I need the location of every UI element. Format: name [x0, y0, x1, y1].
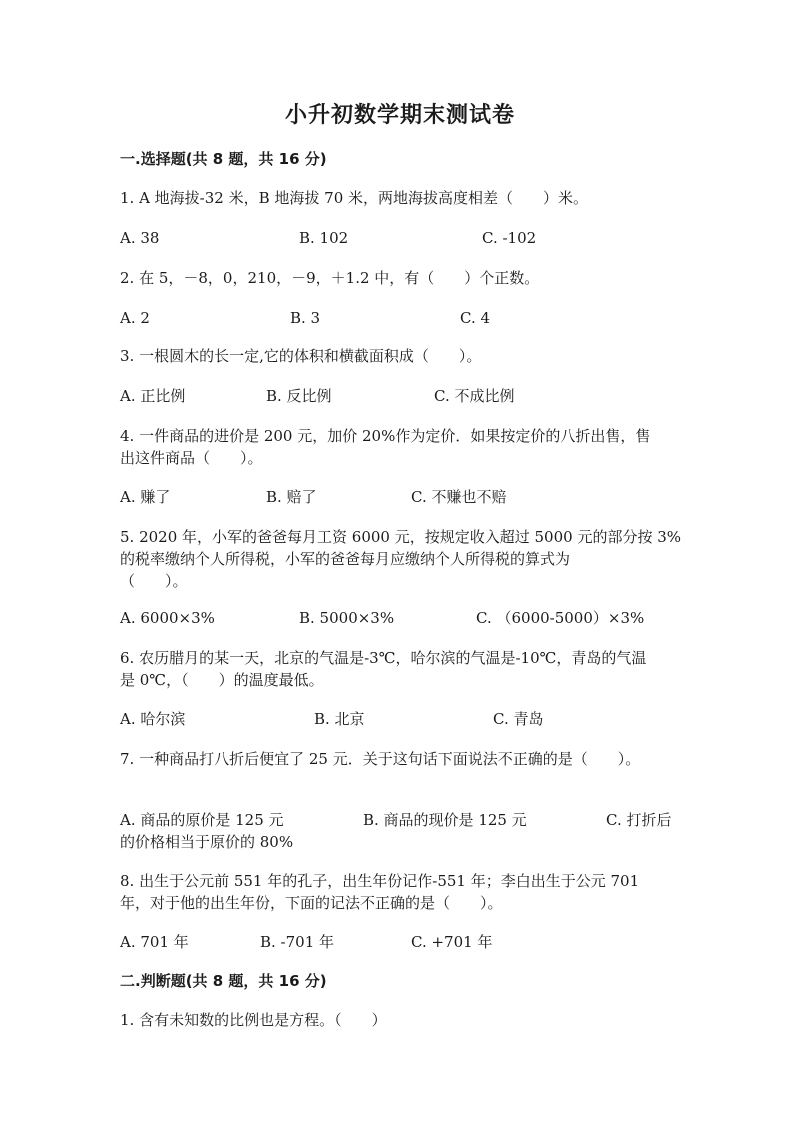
- question-5-option-b: B. 5000×3%: [299, 609, 395, 627]
- question-8-option-c: C. +701 年: [411, 933, 493, 951]
- question-6-option-c: C. 青岛: [493, 710, 544, 728]
- question-7-text: 7. 一种商品打八折后便宜了 25 元．关于这句话下面说法不正确的是（ ）。: [120, 750, 641, 768]
- question-2-option-c: C. 4: [460, 309, 491, 327]
- page-title: 小升初数学期末测试卷: [284, 102, 515, 128]
- question-2-option-a: A. 2: [120, 309, 150, 327]
- question-1-text: 1. A 地海拔-32 米，B 地海拔 70 米，两地海拔高度相差（ ）米。: [120, 189, 589, 207]
- question-6-text-line-1: 6. 农历腊月的某一天，北京的气温是-3℃，哈尔滨的气温是-10℃，青岛的气温: [120, 649, 647, 667]
- question-7-option-a: A. 商品的原价是 125 元: [120, 811, 284, 829]
- question-7-option-c-continuation: 的价格相当于原价的 80%: [120, 833, 294, 851]
- section-heading-multiple-choice: 一.选择题(共 8 题，共 16 分): [120, 150, 327, 168]
- question-5-text-line-1: 5. 2020 年，小军的爸爸每月工资 6000 元，按规定收入超过 5000 元的部分按 3%: [120, 528, 682, 546]
- question-8-text-line-1: 8. 出生于公元前 551 年的孔子，出生年份记作-551 年；李白出生于公元 701: [120, 872, 640, 890]
- question-6-option-b: B. 北京: [314, 710, 365, 728]
- question-2-text: 2. 在 5，－8，0，210，－9，＋1.2 中，有（ ）个正数。: [120, 269, 540, 287]
- question-3-option-c: C. 不成比例: [434, 387, 515, 405]
- question-6-option-a: A. 哈尔滨: [120, 710, 186, 728]
- question-5-option-c: C. （6000-5000）×3%: [476, 609, 645, 627]
- question-7-option-b: B. 商品的现价是 125 元: [363, 811, 527, 829]
- question-4-text-line-1: 4. 一件商品的进价是 200 元，加价 20%作为定价．如果按定价的八折出售，售: [120, 427, 651, 445]
- question-6-text-line-2: 是 0℃，（ ）的温度最低。: [120, 671, 324, 689]
- section-heading-true-false: 二.判断题(共 8 题，共 16 分): [120, 972, 327, 990]
- question-1-option-a: A. 38: [120, 229, 160, 247]
- question-3-option-b: B. 反比例: [266, 387, 332, 405]
- question-3-option-a: A. 正比例: [120, 387, 186, 405]
- question-8-option-b: B. -701 年: [260, 933, 335, 951]
- judgement-question-1: 1. 含有未知数的比例也是方程。（ ）: [120, 1011, 387, 1029]
- question-4-option-c: C. 不赚也不赔: [411, 488, 507, 506]
- question-2-option-b: B. 3: [290, 309, 321, 327]
- question-4-text-line-2: 出这件商品（ ）。: [120, 449, 263, 467]
- question-8-text-line-2: 年，对于他的出生年份，下面的记法不正确的是（ ）。: [120, 894, 503, 912]
- question-1-option-c: C. -102: [482, 229, 537, 247]
- question-1-option-b: B. 102: [299, 229, 349, 247]
- question-3-text: 3. 一根圆木的长一定,它的体积和横截面积成（ ）。: [120, 347, 482, 365]
- question-4-option-a: A. 赚了: [120, 488, 171, 506]
- question-5-text-line-2: 的税率缴纳个人所得税，小军的爸爸每月应缴纳个人所得税的算式为: [120, 550, 571, 568]
- question-4-option-b: B. 赔了: [266, 488, 317, 506]
- question-5-option-a: A. 6000×3%: [120, 609, 215, 627]
- question-5-text-line-3: （ ）。: [120, 572, 188, 590]
- question-8-option-a: A. 701 年: [120, 933, 189, 951]
- question-7-option-c: C. 打折后: [606, 811, 672, 829]
